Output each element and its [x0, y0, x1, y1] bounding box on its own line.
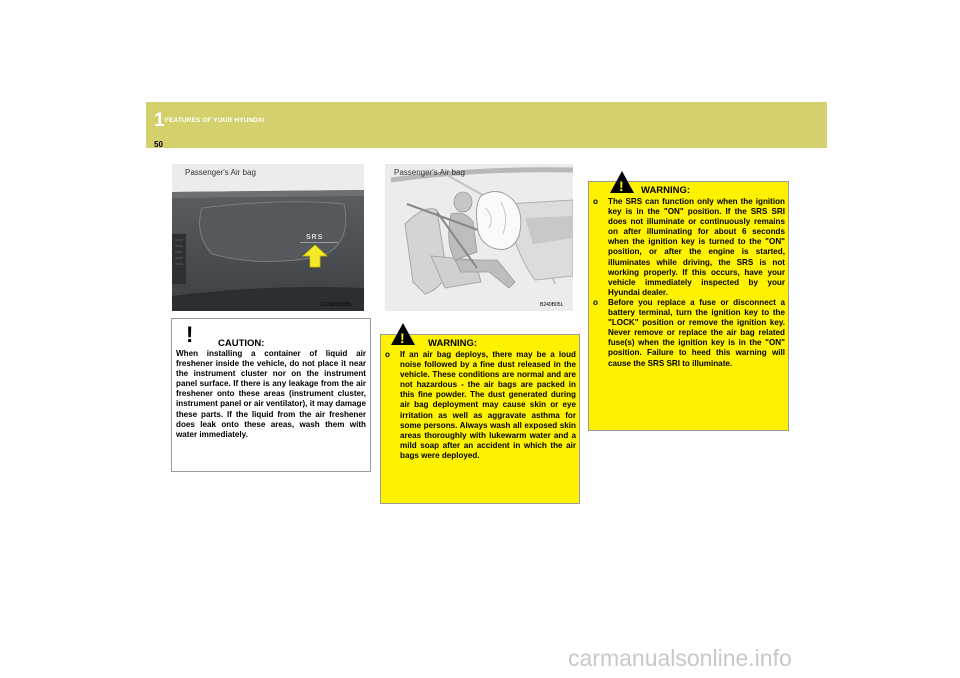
- bullet-mark: o: [593, 197, 598, 206]
- figure-code-left: OCM051009L: [321, 302, 353, 308]
- svg-text:!: !: [400, 330, 405, 346]
- page-number: 50: [154, 140, 163, 149]
- warning-right-text-2: Before you replace a fuse or disconnect a battery terminal, turn the ignition key to the "LOCK" position or remove the ignition key. Never remove or replace the air bag related fuse(s) when the ignition key is in the "ON" position. Failure to heed this warning will cause the SRS SRI to illuminate.: [608, 297, 785, 368]
- list-item: [385, 350, 576, 461]
- caution-title: CAUTION:: [218, 338, 265, 349]
- chapter-header-band: [146, 102, 827, 148]
- figure-caption-middle: Passenger's Air bag: [394, 168, 465, 177]
- caution-box: [171, 318, 371, 472]
- figure-code-middle: B240B05L: [540, 302, 564, 308]
- list-item: [593, 197, 785, 298]
- warning-right-text-1: The SRS can function only when the ignition key is in the "ON" position. If the SRS SRI does not illuminate or continuously remains on after illuminating for about 6 seconds when the ignition key is turned to the "ON" position, or after the engine is started, illuminates while driving, the SRS is not working properly. If this occurs, have your vehicle immediately inspected by your Hyundai dealer.: [608, 197, 785, 297]
- warning-middle-text-1: If an air bag deploys, there may be a loud noise followed by a fine dust released in the vehicle. These conditions are normal and are not hazardous - the air bags are packed in this fine powder. The dust generated during air bag deployment may cause skin or eye irritation as well as aggravate asthma for some persons. Always wash all exposed skin areas thoroughly with lukewarm water and a mild soap after an accident in which the air bags were deployed.: [400, 350, 576, 460]
- passenger-airbag-illustration: [385, 164, 573, 311]
- dashboard-airbag-figure: [172, 164, 364, 311]
- yellow-arrow-icon: [302, 244, 328, 268]
- warning-right-list: [593, 197, 785, 369]
- deployed-airbag-figure: [385, 164, 573, 311]
- svg-text:!: !: [186, 322, 194, 344]
- dashboard-illustration: [172, 164, 364, 311]
- warning-title-middle: WARNING:: [428, 338, 478, 349]
- srs-warning-box: [588, 178, 789, 431]
- airbag-dust-warning-box: [380, 330, 580, 504]
- warning-exclamation-icon: [609, 170, 635, 194]
- list-item: [593, 298, 785, 369]
- warning-middle-list: [385, 350, 576, 461]
- svg-text:!: !: [619, 178, 624, 194]
- watermark: carmanualsonline.info: [568, 645, 792, 671]
- figure-caption-left: Passenger's Air bag: [185, 168, 256, 177]
- bullet-mark: o: [593, 297, 598, 307]
- chapter-title: FEATURES OF YOUR HYUNDAI: [165, 117, 265, 124]
- warning-title-right: WARNING:: [641, 185, 691, 196]
- bullet-mark: o: [385, 350, 390, 359]
- chapter-number: 1: [154, 110, 165, 131]
- warning-exclamation-icon: [390, 322, 416, 346]
- srs-label: SRS: [306, 234, 324, 241]
- caution-text: When installing a container of liquid air freshener inside the vehicle, do not place it near the instrument cluster nor on the instrument panel surface. If there is any leakage from the air freshener onto these areas (instrument cluster, instrument panel or air ventilator), it may damage these parts. If the liquid from the air freshener does leak onto these areas, wash them with water immediately.: [176, 349, 366, 439]
- caution-exclamation-icon: [179, 322, 203, 344]
